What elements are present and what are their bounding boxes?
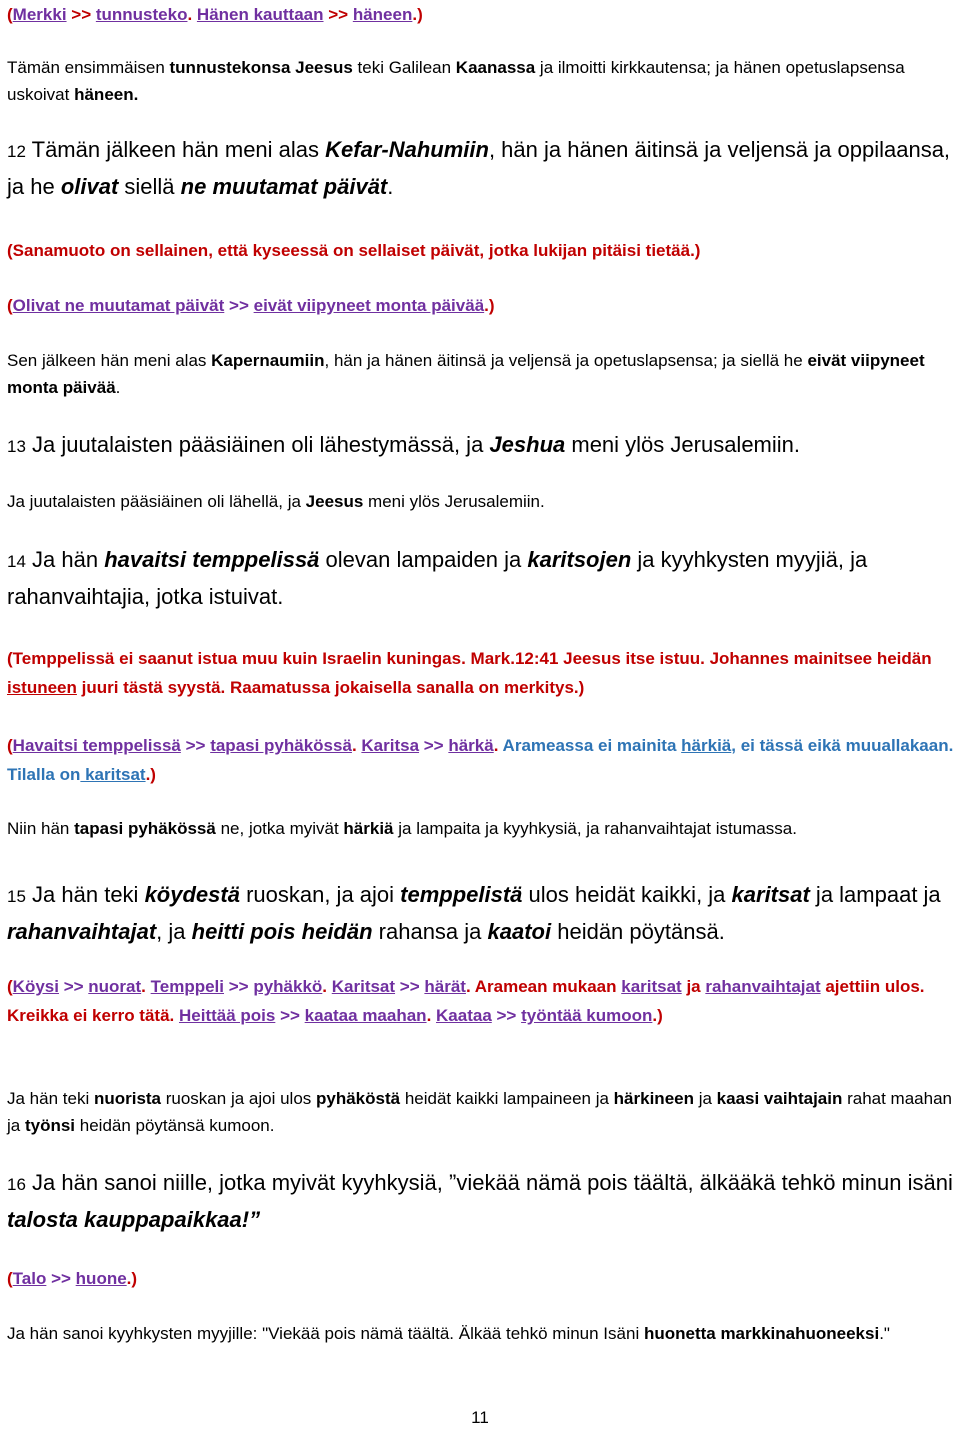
text-run: , ei tässä eikä muuallakaan. Tilalla on <box>7 736 954 784</box>
verse-12 <box>7 132 954 204</box>
link-term[interactable]: Köysi <box>12 977 59 996</box>
txt-v15 <box>7 1085 954 1139</box>
link-term[interactable]: Heittää pois <box>178 1006 276 1025</box>
txt-v12 <box>7 347 954 401</box>
text-run: Ja hän sanoi niille, jotka myivät kyyhkysiä, ”viekää nämä pois täältä, älkääkä tehkö minun isäni <box>25 1170 953 1195</box>
link-term[interactable]: rahanvaihtajat <box>705 977 821 996</box>
verse-number: 12 <box>7 142 26 161</box>
text-run: . <box>322 977 332 996</box>
emphasis-text: pyhäköstä <box>316 1089 401 1108</box>
emphasis-text: köydestä <box>144 882 240 907</box>
text-run: ja <box>681 977 706 996</box>
text-run: meni ylös Jerusalemiin. <box>363 492 545 511</box>
text-run: >> <box>224 977 254 996</box>
cmt-merkki <box>7 0 954 29</box>
text-run: . <box>426 1006 437 1025</box>
text-run: >> <box>395 977 425 996</box>
link-term[interactable]: Karitsat <box>331 977 396 996</box>
text-run: ruoskan, ja ajoi <box>239 882 401 907</box>
emphasis-text: Jeesus <box>305 492 364 511</box>
emphasis-text: nuorista <box>93 1089 162 1108</box>
link-term[interactable]: härkä <box>448 736 494 755</box>
emphasis-text: työnsi <box>24 1116 76 1135</box>
text-run: ( <box>7 5 13 24</box>
emphasis-text: härkiä <box>343 819 394 838</box>
link-term[interactable]: huone <box>75 1269 127 1288</box>
text-run: Niin hän <box>7 819 75 838</box>
emphasis-text: karitsojen <box>527 547 632 572</box>
emphasis-text: tunnustekonsa Jeesus <box>169 58 353 77</box>
text-run: ruoskan ja ajoi ulos <box>161 1089 316 1108</box>
text-run: , hän ja hänen äitinsä ja veljensä ja oppilaansa, ja he <box>7 137 951 199</box>
text-run: . Aramean mukaan <box>465 977 622 996</box>
text-run: , hän ja hänen äitinsä ja veljensä ja opetuslapsensa; ja siellä he <box>324 351 808 370</box>
txt-v14 <box>7 815 954 842</box>
cmt-olivat <box>7 291 954 320</box>
text-run: . <box>141 977 151 996</box>
text-run: Tämän ensimmäisen <box>7 58 170 77</box>
text-run: ja ilmoitti kirkkautensa; ja hänen opetuslapsensa uskoivat <box>7 58 905 104</box>
text-run: Ja hän <box>25 547 105 572</box>
text-run: . <box>351 736 362 755</box>
text-run: Tämän jälkeen hän meni alas <box>25 137 326 162</box>
link-term[interactable]: häneen <box>352 5 413 24</box>
text-run: .) <box>652 1006 663 1025</box>
cmt-koysi <box>7 972 954 1030</box>
text-run: siellä <box>118 174 181 199</box>
cmt-sanamuoto <box>7 236 954 265</box>
text-run: >> <box>419 736 449 755</box>
cmt-havaitsi <box>7 731 954 789</box>
text-run: ja lampaita ja kyyhkysiä, ja rahanvaihtajat istumassa. <box>393 819 797 838</box>
link-term[interactable]: istuneen <box>7 678 77 697</box>
verse-15 <box>7 877 954 949</box>
text-run: >> <box>323 5 353 24</box>
link-term[interactable]: pyhäkkö <box>253 977 323 996</box>
verse-number: 16 <box>7 1175 26 1194</box>
text-run: meni ylös Jerusalemiin. <box>565 432 800 457</box>
emphasis-text: kaatoi <box>487 919 552 944</box>
link-term[interactable]: kaataa maahan <box>304 1006 427 1025</box>
text-run: ja lampaat ja <box>809 882 941 907</box>
text-run: Arameassa ei mainita <box>502 736 682 755</box>
text-run: ja kyyhkysten myyjiä, ja rahanvaihtajia, jotka istuivat. <box>7 547 868 609</box>
link-term[interactable]: Olivat ne muutamat päivät <box>12 296 225 315</box>
text-run: >> <box>491 1006 522 1025</box>
link-term[interactable]: työntää kumoon <box>521 1006 653 1025</box>
text-run: >> <box>180 736 211 755</box>
cmt-temppelissa <box>7 644 954 702</box>
emphasis-text: ne muutamat päivät <box>180 174 388 199</box>
link-term[interactable]: Karitsa <box>361 736 420 755</box>
text-run: ( <box>7 736 13 755</box>
text-run: .) <box>126 1269 138 1288</box>
emphasis-text: talosta kauppapaikkaa!” <box>7 1207 261 1232</box>
link-term[interactable]: Kaataa <box>436 1006 492 1025</box>
emphasis-text: kaasi vaihtajain <box>716 1089 843 1108</box>
verse-16 <box>7 1165 954 1237</box>
cmt-talo <box>7 1264 954 1293</box>
text-run: >> <box>275 1006 305 1025</box>
verse-14 <box>7 542 954 614</box>
text-run: ( <box>7 1269 13 1288</box>
emphasis-text: olivat <box>60 174 119 199</box>
emphasis-text: eivät viipyneet monta päivää <box>7 351 925 397</box>
text-run: . <box>387 174 394 199</box>
text-run: >> <box>58 977 89 996</box>
text-run: rahansa ja <box>372 919 488 944</box>
text-run: teki Galilean <box>352 58 456 77</box>
text-run: . <box>115 378 121 397</box>
text-run: (Temppelissä ei saanut istua muu kuin Israelin kuningas. Mark.12:41 Jeesus itse istuu. Johannes mainitsee heidän <box>7 649 932 668</box>
text-run: (Sanamuoto on sellainen, että kyseessä on sellaiset päivät, jotka lukijan pitäisi tietää.) <box>7 241 701 260</box>
link-term[interactable]: Merkki <box>12 5 67 24</box>
text-run: .) <box>484 296 495 315</box>
emphasis-text: karitsat <box>731 882 810 907</box>
emphasis-text: havaitsi temppelissä <box>104 547 320 572</box>
verse-number: 13 <box>7 437 26 456</box>
text-run: ulos heidät kaikki, ja <box>522 882 732 907</box>
text-run: . <box>187 5 197 24</box>
text-run: >> <box>66 5 96 24</box>
emphasis-text: huonetta markkinahuoneeksi <box>643 1324 880 1343</box>
text-run: Sen jälkeen hän meni alas <box>7 351 212 370</box>
text-run: ( <box>7 296 13 315</box>
link-term[interactable]: Havaitsi temppelissä <box>12 736 181 755</box>
verse-13 <box>7 427 954 464</box>
text-run: ." <box>879 1324 890 1343</box>
emphasis-text: Kaanassa <box>455 58 536 77</box>
emphasis-text: Jeshua <box>489 432 566 457</box>
text-run: juuri tästä syystä. Raamatussa jokaisella sanalla on merkitys.) <box>76 678 585 697</box>
txt-v11 <box>7 54 954 108</box>
text-run: . <box>493 736 503 755</box>
verse-number: 14 <box>7 552 26 571</box>
text-run: ja <box>693 1089 717 1108</box>
link-term[interactable]: tapasi pyhäkössä <box>210 736 352 755</box>
link-term[interactable]: Hänen kauttaan <box>196 5 324 24</box>
text-run: Ja hän sanoi kyyhkysten myyjille: "Viekää pois nämä täältä. Älkää tehkö minun Isäni <box>7 1324 644 1343</box>
link-term[interactable]: nuorat <box>88 977 142 996</box>
emphasis-text: temppelistä <box>400 882 523 907</box>
link-term[interactable]: härät <box>424 977 466 996</box>
txt-v16 <box>7 1320 954 1347</box>
emphasis-text: Kapernaumiin <box>211 351 325 370</box>
text-run: heidän pöytänsä. <box>551 919 725 944</box>
emphasis-text: Kefar-Nahumiin <box>325 137 489 162</box>
text-run: Ja hän teki <box>7 1089 94 1108</box>
emphasis-text: rahanvaihtajat <box>7 919 157 944</box>
text-run: .) <box>145 765 156 784</box>
link-term[interactable]: Talo <box>12 1269 47 1288</box>
text-run: >> <box>224 296 254 315</box>
text-run: , ja <box>156 919 192 944</box>
text-run: ( <box>7 977 13 996</box>
link-term[interactable]: Temppeli <box>150 977 224 996</box>
text-run: Ja juutalaisten pääsiäinen oli lähellä, ja <box>7 492 306 511</box>
link-term[interactable]: karitsat <box>80 765 146 784</box>
link-term[interactable]: eivät viipyneet monta päivää <box>253 296 485 315</box>
text-run: .) <box>412 5 423 24</box>
emphasis-text: häneen. <box>74 85 139 104</box>
link-term[interactable]: tunnusteko <box>95 5 188 24</box>
text-run: ajettiin ulos. Kreikka ei kerro tätä. <box>7 977 925 1025</box>
text-run: >> <box>46 1269 76 1288</box>
text-run: olevan lampaiden ja <box>319 547 528 572</box>
link-term[interactable]: karitsat <box>621 977 682 996</box>
link-term[interactable]: härkiä <box>681 736 732 755</box>
text-run: Ja juutalaisten pääsiäinen oli lähestymässä, ja <box>25 432 490 457</box>
txt-v13 <box>7 488 954 515</box>
text-run: heidän pöytänsä kumoon. <box>75 1116 275 1135</box>
page-number: 11 <box>471 1408 489 1427</box>
verse-number: 15 <box>7 887 26 906</box>
emphasis-text: heitti pois heidän <box>191 919 373 944</box>
text-run: Ja hän teki <box>25 882 145 907</box>
emphasis-text: tapasi pyhäkössä <box>74 819 216 838</box>
text-run: heidät kaikki lampaineen ja <box>400 1089 614 1108</box>
text-run: rahat maahan ja <box>7 1089 952 1135</box>
emphasis-text: härkineen <box>613 1089 694 1108</box>
text-run: ne, jotka myivät <box>215 819 344 838</box>
